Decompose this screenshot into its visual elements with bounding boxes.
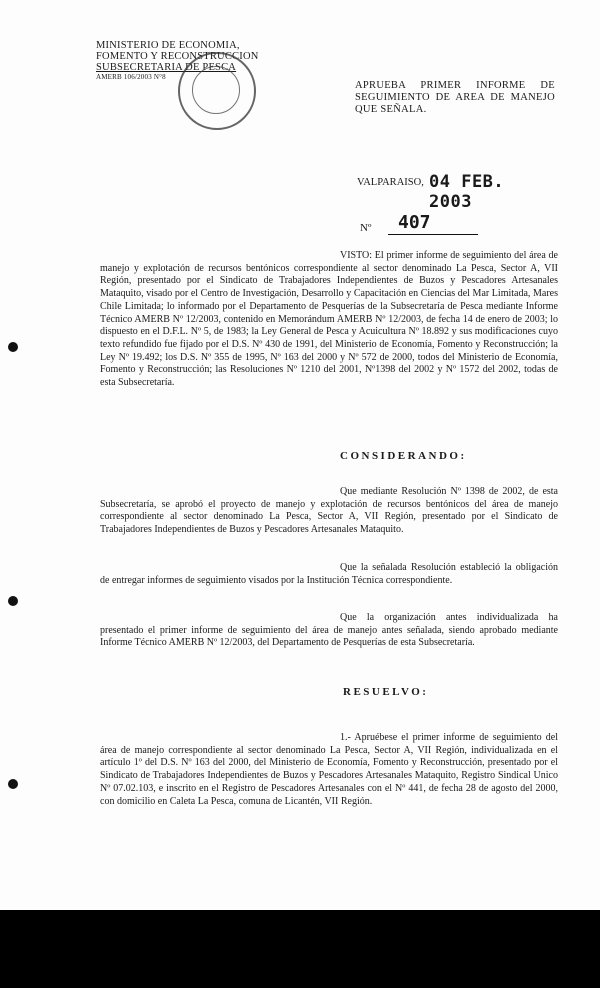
considerando-text-2: Que la señalada Resolución estableció la obligación de entregar informes de seguimiento visados por la Institución Técnica correspondiente.	[100, 562, 558, 586]
resuelvo-item-1	[100, 732, 558, 808]
considerando-text-3: Que la organización antes individualizada ha presentado el primer informe de seguimiento del área de manejo antes señalada, siendo aprobado mediante Informe Técnico AMERB Nº 12/2003, del Departamento de Pesquerías de esta Subsecretaría.	[100, 612, 558, 649]
header-reference: AMERB 106/2003 N°8	[96, 73, 166, 81]
considerando-item-3	[100, 612, 558, 650]
resolution-number-value: 407	[398, 212, 431, 233]
considerando-item-1	[100, 486, 558, 537]
header-line-fomento: FOMENTO Y RECONSTRUCCION	[96, 51, 259, 62]
visto-text: VISTO: El primer informe de seguimiento del área de manejo y explotación de recursos bentónicos correspondiente al sector denominado La Pesca, Sector A, VII Región, presentado por el Sindicato de Trabajadores Independientes de Buzos y Pescadores Artesanales Mataquito, visado por el Centro de Investigación, Desarrollo y Capacitación en Ciencias del Mar Limitada, Mares Chile Limitada; lo informado por el Departamento de Pesquerías de la Subsecretaría de Pesca mediante Informe Técnico AMERB Nº 12/2003, contenido en Memorándum AMERB Nº 12/2003, de fecha 14 de enero de 2003; lo dispuesto en el D.F.L. Nº 5, de 1983; la Ley General de Pesca y Acuicultura Nº 18.892 y sus modificaciones cuyo texto refundido fue fijado por el D.S. Nº 430 de 1991, del Ministerio de Economía, Fomento y Reconstrucción; la Ley Nº 19.492; los D.S. Nº 355 de 1995, Nº 163 del 2000 y Nº 572 de 2000, todos del Ministerio de Economía, Fomento y Reconstrucción; las Resoluciones Nº 1210 del 2001, Nº1398 del 2002 y Nº 1572 del 2002, todas de esta Subsecretaría.	[100, 250, 558, 389]
resuelvo-heading: RESUELVO:	[343, 686, 429, 698]
scan-bottom-border	[0, 910, 600, 988]
dateline	[357, 172, 557, 212]
resolution-subject: APRUEBA PRIMER INFORME DE SEGUIMIENTO DE AREA DE MANEJO QUE SEÑALA.	[355, 80, 555, 115]
punch-hole-top	[8, 342, 18, 352]
official-seal-stamp	[178, 52, 256, 130]
header-line-ministry: MINISTERIO DE ECONOMIA,	[96, 40, 240, 51]
considerando-item-2	[100, 562, 558, 587]
resolution-number-label: Nº	[360, 222, 372, 234]
dateline-city: VALPARAISO,	[357, 177, 424, 188]
resuelvo-text-1: 1.- Apruébese el primer informe de seguimiento del área de manejo correspondiente al sector denominado La Pesca, Sector A, VII Región, individualizada en el artículo 1º del D.S. Nº 163 del 2000, del Ministerio de Economía, Fomento y Reconstrucción, presentado por el Sindicato de Trabajadores Independientes de Buzos y Pescadores Artesanales Mataquito, Registro Sindical Unico Nº 07.02.103, e inscrito en el Registro de Pescadores Artesanales con el Nº 441, de fecha 28 de agosto del 2000, con domicilio en Caleta La Pesca, comuna de Licantén, VII Región.	[100, 732, 558, 807]
header-line-subsecretaria: SUBSECRETARIA DE PESCA	[96, 62, 237, 73]
visto-paragraph	[100, 250, 558, 390]
seal-inner-ring	[192, 66, 240, 114]
resolution-number	[360, 212, 480, 236]
punch-hole-middle	[8, 596, 18, 606]
considerando-heading: CONSIDERANDO:	[340, 450, 467, 462]
resolution-number-underline	[388, 234, 478, 235]
dateline-date-stamp: 04 FEB. 2003	[429, 172, 505, 212]
punch-hole-bottom	[8, 779, 18, 789]
considerando-text-1: Que mediante Resolución Nº 1398 de 2002, de esta Subsecretaría, se aprobó el proyecto de manejo y explotación de recursos bentónicos del área de manejo correspondiente al sector denominado La Pesca, Sector A, VII Región, presentado por el Sindicato de Trabajadores Independientes de Buzos y Pescadores Artesanales Mataquito.	[100, 486, 558, 536]
